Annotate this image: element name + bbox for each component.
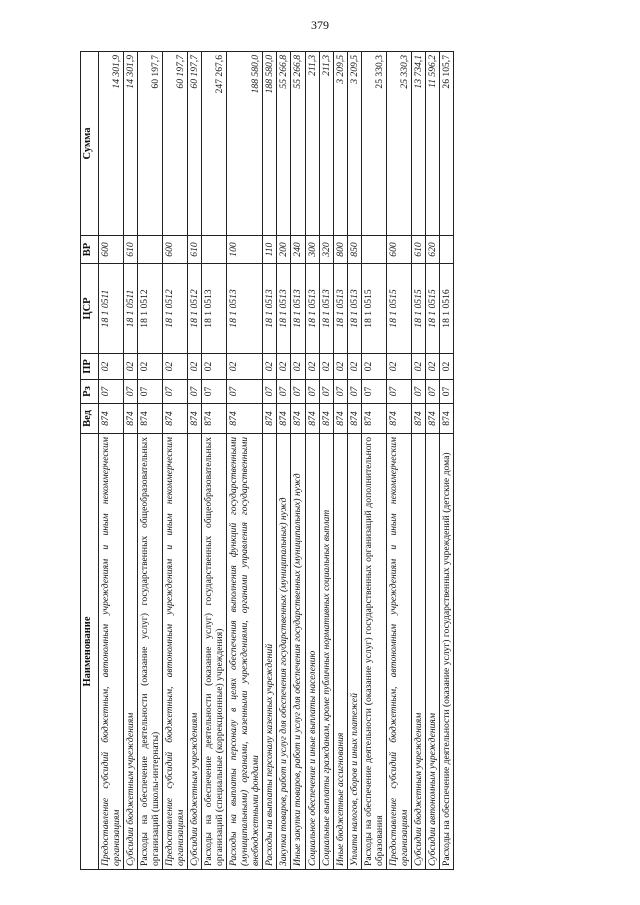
cell-sum: 3 209,5 [347,52,361,236]
cell-pr: 02 [277,354,291,380]
cell-pr: 02 [425,354,439,380]
cell-csr: 18 1 0513 [305,264,319,354]
cell-vr: 600 [386,236,411,264]
cell-sum: 55 266,8 [277,52,291,236]
cell-vr: 110 [263,236,277,264]
cell-vr [361,236,386,264]
cell-name: Социальные выплаты гражданам, кроме публичных нормативных социальных выплат [319,434,333,870]
cell-csr: 18 1 0513 [263,264,277,354]
cell-ved: 874 [99,404,124,434]
table-row [263,52,277,870]
cell-ved: 874 [124,404,138,434]
cell-pr: 02 [202,354,227,380]
cell-ved: 874 [439,404,453,434]
table-row [99,52,124,870]
cell-sum: 60 197,7 [188,52,202,236]
cell-ved: 874 [305,404,319,434]
cell-rz: 07 [99,380,124,404]
cell-name: Расходы на выплаты персоналу в целях обеспечения выполнения функций государственными (муниципальными) органами, казенными учреждениями, органами управления государственными внебюджетными фондами [227,434,263,870]
cell-csr: 18 1 0513 [319,264,333,354]
cell-ved: 874 [277,404,291,434]
header-sum: Сумма [81,52,99,236]
cell-name: Закупка товаров, работ и услуг для обеспечения государственных (муниципальных) нужд [277,434,291,870]
cell-csr: 18 1 0513 [333,264,347,354]
cell-csr: 18 1 0513 [227,264,263,354]
cell-csr: 18 1 0515 [425,264,439,354]
cell-name: Предоставление субсидий бюджетным, автономным учреждениям и иным некоммерческим организациям [386,434,411,870]
cell-ved: 874 [138,404,163,434]
cell-csr: 18 1 0513 [277,264,291,354]
table-row [227,52,263,870]
cell-vr [138,236,163,264]
header-rz: Рз [81,380,99,404]
cell-rz: 07 [319,380,333,404]
cell-pr: 02 [305,354,319,380]
cell-vr: 800 [333,236,347,264]
cell-sum: 14 301,9 [99,52,124,236]
cell-csr: 18 1 0511 [124,264,138,354]
cell-rz: 07 [347,380,361,404]
cell-pr: 02 [99,354,124,380]
cell-rz: 07 [333,380,347,404]
cell-vr [202,236,227,264]
cell-rz: 07 [425,380,439,404]
table-row [411,52,425,870]
table-row [305,52,319,870]
cell-pr: 02 [188,354,202,380]
cell-vr: 610 [411,236,425,264]
table-row [163,52,188,870]
cell-ved: 874 [361,404,386,434]
cell-sum: 211,3 [319,52,333,236]
cell-ved: 874 [386,404,411,434]
table-row [347,52,361,870]
cell-vr [439,236,453,264]
cell-sum: 60 197,7 [138,52,163,236]
cell-pr: 02 [361,354,386,380]
header-pr: ПР [81,354,99,380]
header-name: Наименование [81,434,99,870]
cell-sum: 60 197,7 [163,52,188,236]
cell-csr: 18 1 0512 [138,264,163,354]
cell-pr: 02 [319,354,333,380]
header-ved: Вед [81,404,99,434]
cell-sum: 26 105,7 [439,52,453,236]
cell-rz: 07 [163,380,188,404]
cell-csr: 18 1 0513 [291,264,305,354]
cell-csr: 18 1 0512 [163,264,188,354]
cell-csr: 18 1 0513 [347,264,361,354]
cell-ved: 874 [263,404,277,434]
cell-vr: 600 [163,236,188,264]
cell-name: Уплата налогов, сборов и иных платежей [347,434,361,870]
cell-vr: 850 [347,236,361,264]
cell-csr: 18 1 0515 [411,264,425,354]
cell-csr: 18 1 0515 [386,264,411,354]
table-row [425,52,439,870]
cell-name: Субсидии бюджетным учреждениям [188,434,202,870]
cell-rz: 07 [305,380,319,404]
table-row [291,52,305,870]
cell-pr: 02 [386,354,411,380]
cell-pr: 02 [411,354,425,380]
cell-rz: 07 [263,380,277,404]
cell-ved: 874 [188,404,202,434]
rotated-table-content [80,52,570,870]
cell-rz: 07 [277,380,291,404]
cell-rz: 07 [291,380,305,404]
cell-name: Расходы на обеспечение деятельности (оказание услуг) государственных организаций дополнительного образования [361,434,386,870]
cell-rz: 07 [227,380,263,404]
cell-sum: 25 330,3 [361,52,386,236]
cell-pr: 02 [227,354,263,380]
cell-ved: 874 [333,404,347,434]
table-row [277,52,291,870]
table-row [319,52,333,870]
cell-rz: 07 [188,380,202,404]
cell-rz: 07 [411,380,425,404]
cell-csr: 18 1 0512 [188,264,202,354]
cell-pr: 02 [439,354,453,380]
table-row [124,52,138,870]
cell-pr: 02 [138,354,163,380]
cell-vr: 600 [99,236,124,264]
cell-rz: 07 [386,380,411,404]
cell-ved: 874 [291,404,305,434]
cell-rz: 07 [439,380,453,404]
cell-vr: 100 [227,236,263,264]
cell-pr: 02 [333,354,347,380]
cell-vr: 320 [319,236,333,264]
cell-ved: 874 [202,404,227,434]
table-row [202,52,227,870]
cell-name: Субсидии автономным учреждениям [425,434,439,870]
cell-pr: 02 [124,354,138,380]
table-header-row [81,52,99,870]
cell-name: Социальное обеспечение и иные выплаты населению [305,434,319,870]
cell-sum: 11 596,2 [425,52,439,236]
cell-vr: 240 [291,236,305,264]
cell-sum: 188 580,0 [227,52,263,236]
cell-pr: 02 [291,354,305,380]
cell-ved: 874 [319,404,333,434]
cell-sum: 247 267,6 [202,52,227,236]
table-row [188,52,202,870]
cell-csr: 18 1 0513 [202,264,227,354]
cell-name: Субсидии бюджетным учреждениям [411,434,425,870]
table-row [333,52,347,870]
cell-name: Иные бюджетные ассигнования [333,434,347,870]
cell-rz: 07 [124,380,138,404]
header-vr: ВР [81,236,99,264]
cell-sum: 188 580,0 [263,52,277,236]
cell-ved: 874 [163,404,188,434]
cell-name: Расходы на обеспечение деятельности (оказание услуг) государственных учреждений (детские дома) [439,434,453,870]
cell-name: Иные закупки товаров, работ и услуг для обеспечения государственных (муниципальных) нужд [291,434,305,870]
cell-pr: 02 [347,354,361,380]
table-body [99,52,454,870]
cell-ved: 874 [425,404,439,434]
cell-rz: 07 [138,380,163,404]
cell-name: Предоставление субсидий бюджетным, автономным учреждениям и иным некоммерческим организациям [99,434,124,870]
cell-vr: 200 [277,236,291,264]
cell-pr: 02 [263,354,277,380]
cell-name: Расходы на выплаты персоналу казенных учреждений [263,434,277,870]
cell-name: Расходы на обеспечение деятельности (оказание услуг) государственных общеобразовательных организаций (специальные (коррекционные) учреждения) [202,434,227,870]
cell-sum: 55 266,8 [291,52,305,236]
table-row [439,52,453,870]
table-row [386,52,411,870]
cell-name: Субсидии бюджетным учреждениям [124,434,138,870]
cell-vr: 300 [305,236,319,264]
cell-csr: 18 1 0515 [361,264,386,354]
cell-sum: 14 301,9 [124,52,138,236]
cell-sum: 25 330,3 [386,52,411,236]
cell-vr: 610 [124,236,138,264]
cell-rz: 07 [361,380,386,404]
cell-ved: 874 [227,404,263,434]
cell-csr: 18 1 0511 [99,264,124,354]
cell-vr: 620 [425,236,439,264]
table-row [138,52,163,870]
cell-rz: 07 [202,380,227,404]
budget-table [80,51,454,870]
cell-sum: 13 734,1 [411,52,425,236]
cell-name: Предоставление субсидий бюджетным, автономным учреждениям и иным некоммерческим организациям [163,434,188,870]
cell-vr: 610 [188,236,202,264]
cell-sum: 211,3 [305,52,319,236]
cell-ved: 874 [347,404,361,434]
cell-sum: 3 209,5 [333,52,347,236]
table-row [361,52,386,870]
header-csr: ЦСР [81,264,99,354]
cell-pr: 02 [163,354,188,380]
cell-name: Расходы на обеспечение деятельности (оказание услуг) государственных общеобразовательных организаций (школы-интернаты) [138,434,163,870]
cell-ved: 874 [411,404,425,434]
page-number: 379 [311,18,329,32]
cell-csr: 18 1 0516 [439,264,453,354]
